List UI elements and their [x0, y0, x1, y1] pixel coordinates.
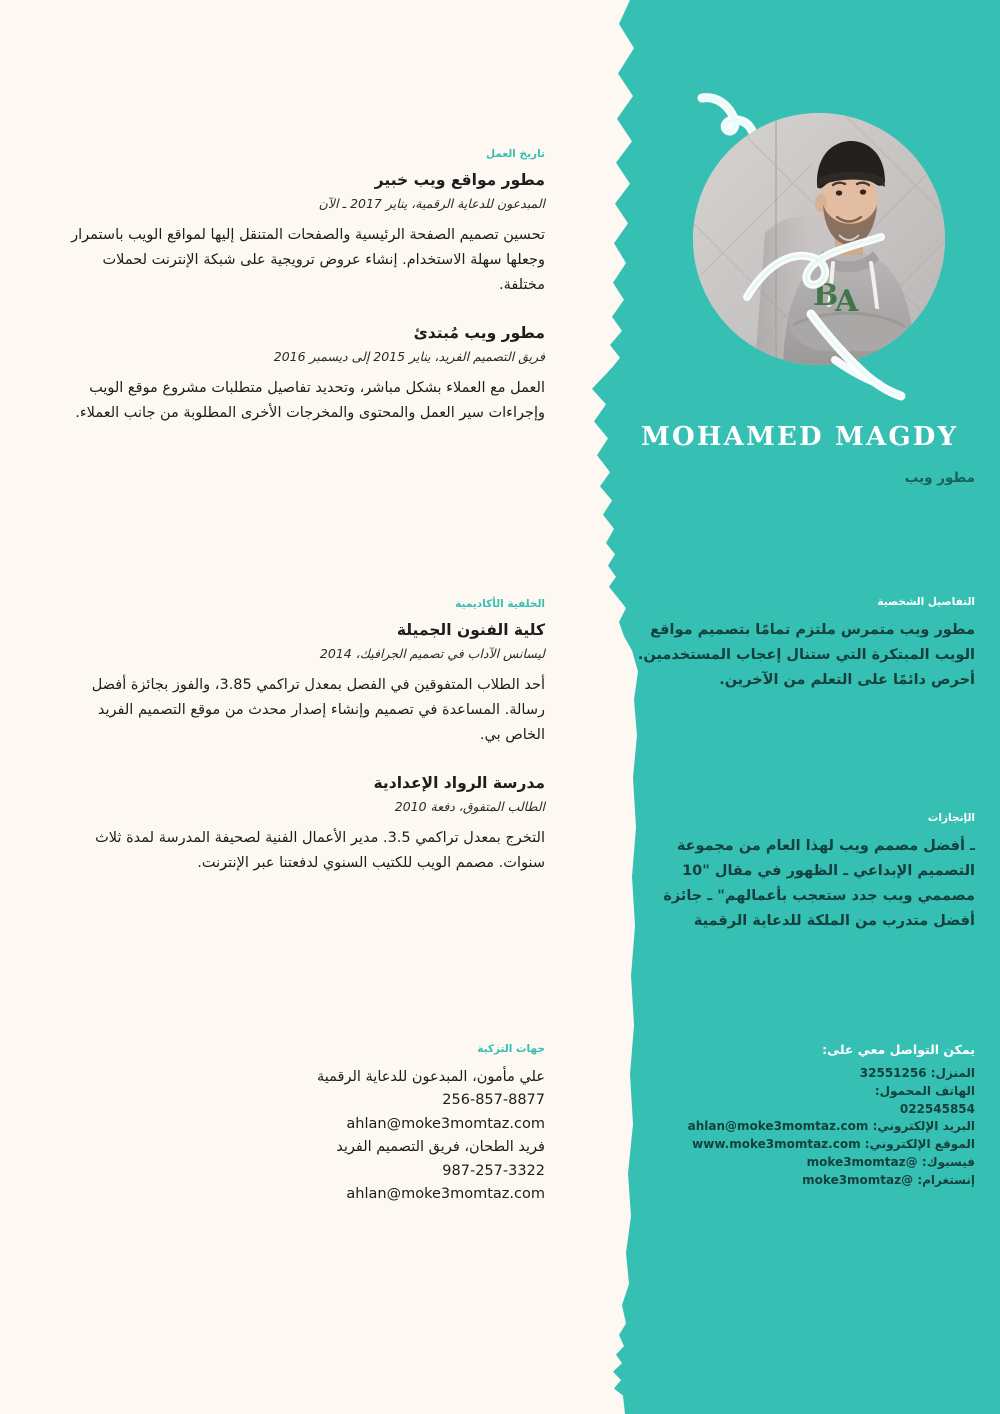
reference-phone: 256-857-8877 [442, 1092, 545, 1109]
work-job-description: تحسين تصميم الصفحة الرئيسية والصفحات المتنقل إليها لمواقع الويب باستمرار وجعلها سهلة الاستخدام. إنشاء عروض ترويجية على شبكة الإنترنت لحملات مختلفة. [71, 227, 545, 293]
education-degree-meta: الطالب المتفوق، دفعة 2010 [394, 798, 545, 814]
svg-text:B: B [813, 278, 839, 313]
right-content-column [620, 0, 1000, 1414]
reference-email[interactable]: ahlan@moke3momtaz.com [346, 1115, 545, 1132]
personal-details-section [620, 596, 1000, 693]
reference-email[interactable]: ahlan@moke3momtaz.com [346, 1186, 545, 1203]
contact-value[interactable]: moke3momtaz@ [802, 1172, 914, 1187]
contact-row-instagram [630, 1172, 975, 1190]
contact-value: 32551256 [859, 1066, 927, 1080]
reference-entry [55, 1136, 545, 1206]
work-job-title: مطور مواقع ويب خبير [374, 171, 545, 189]
reference-entry [55, 1066, 545, 1136]
education-entry [55, 774, 545, 876]
work-history-section [0, 148, 575, 426]
contact-value-mobile: 022545854 [899, 1101, 975, 1116]
reference-person: علي مأمون، المبدعون للدعاية الرقمية [317, 1069, 545, 1085]
contact-label: إنستغرام: [917, 1172, 975, 1187]
contact-label: البريد الإلكتروني: [872, 1119, 975, 1134]
contact-label: المنزل: [930, 1066, 975, 1080]
contact-heading: يمكن التواصل معي على: [822, 1042, 975, 1057]
personal-details-body: مطور ويب متمرس ملتزم تمامًا بتصميم مواقع الويب المبتكرة التي ستنال إعجاب المستخدمين. أحرص دائمًا على التعلم من الآخرين. [637, 622, 975, 688]
achievements-section [620, 812, 1000, 934]
work-entry [55, 171, 545, 298]
education-heading: الخلفية الأكاديمية [455, 598, 545, 610]
reference-person: فريد الطحان، فريق التصميم الفريد [336, 1139, 545, 1156]
work-history-heading: تاريخ العمل [486, 148, 545, 160]
personal-details-heading: التفاصيل الشخصية [877, 596, 975, 608]
education-description: أحد الطلاب المتفوقين في الفصل بمعدل تراكمي 3.85، والفوز بجائزة أفضل رسالة. المساعدة في تصميم وإنشاء إصدار محدث من موقع التصميم الفريد الخاص بي. [91, 677, 545, 743]
svg-text:A: A [835, 284, 859, 319]
page-title: MOHAMED MAGDY [641, 422, 959, 452]
education-section [0, 598, 575, 876]
contact-row-mobile [630, 1083, 975, 1101]
contact-row-email [630, 1118, 975, 1136]
references-section [0, 1043, 575, 1207]
education-entry [55, 621, 545, 748]
contact-row-home [630, 1065, 975, 1083]
work-entry [55, 324, 545, 426]
education-description: التخرج بمعدل تراكمي 3.5. مدير الأعمال الفنية لصحيفة المدرسة لمدة ثلاث سنوات. مصمم الويب للكتيب السنوي لدفعتنا عبر الإنترنت. [95, 829, 545, 871]
contact-value[interactable]: ahlan@moke3momtaz.com [687, 1119, 869, 1134]
achievements-body: ـ أفضل مصمم ويب لهذا العام من مجموعة التصميم الإبداعي ـ الظهور في مقال "10 مصممي ويب جدد ستعجب بأعمالهم" ـ جائزة أفضل متدرب من الملكة للدعاية الرقمية [663, 838, 975, 929]
contact-label: الموقع الإلكتروني: [864, 1137, 975, 1151]
work-job-meta: المبدعون للدعاية الرقمية، يناير 2017 ـ الآن [318, 196, 545, 211]
work-job-title: مطور ويب مُبتدئ [413, 323, 545, 342]
contact-row-facebook [630, 1154, 975, 1172]
work-job-description: العمل مع العملاء بشكل مباشر، وتحديد تفاصيل متطلبات مشروع موقع الويب وإجراءات سير العمل والمحتوى والمخرجات الأخرى المطلوبة من جانب العملاء. [75, 379, 545, 421]
reference-phone: 987-257-3322 [442, 1162, 545, 1179]
education-school-name: مدرسة الرواد الإعدادية [373, 773, 545, 792]
contact-label: فيسبوك: [921, 1154, 975, 1169]
references-heading: جهات التزكية [477, 1043, 545, 1055]
contact-value[interactable]: moke3momtaz@ [806, 1154, 918, 1169]
work-job-meta: فريق التصميم الفريد، يناير 2015 إلى ديسمبر 2016 [273, 348, 545, 364]
contact-row-website [630, 1136, 975, 1154]
education-school-name: كلية الفنون الجميلة [396, 621, 545, 639]
job-role-subtitle: مطور ويب [904, 470, 975, 486]
education-degree-meta: ليسانس الآداب في تصميم الجرافيك، 2014 [319, 646, 545, 661]
achievements-heading: الإنجازات [927, 812, 975, 824]
contact-section [620, 1042, 1000, 1189]
contact-value[interactable]: www.moke3momtaz.com [692, 1137, 861, 1151]
contact-label: الهاتف المحمول: [874, 1083, 975, 1098]
